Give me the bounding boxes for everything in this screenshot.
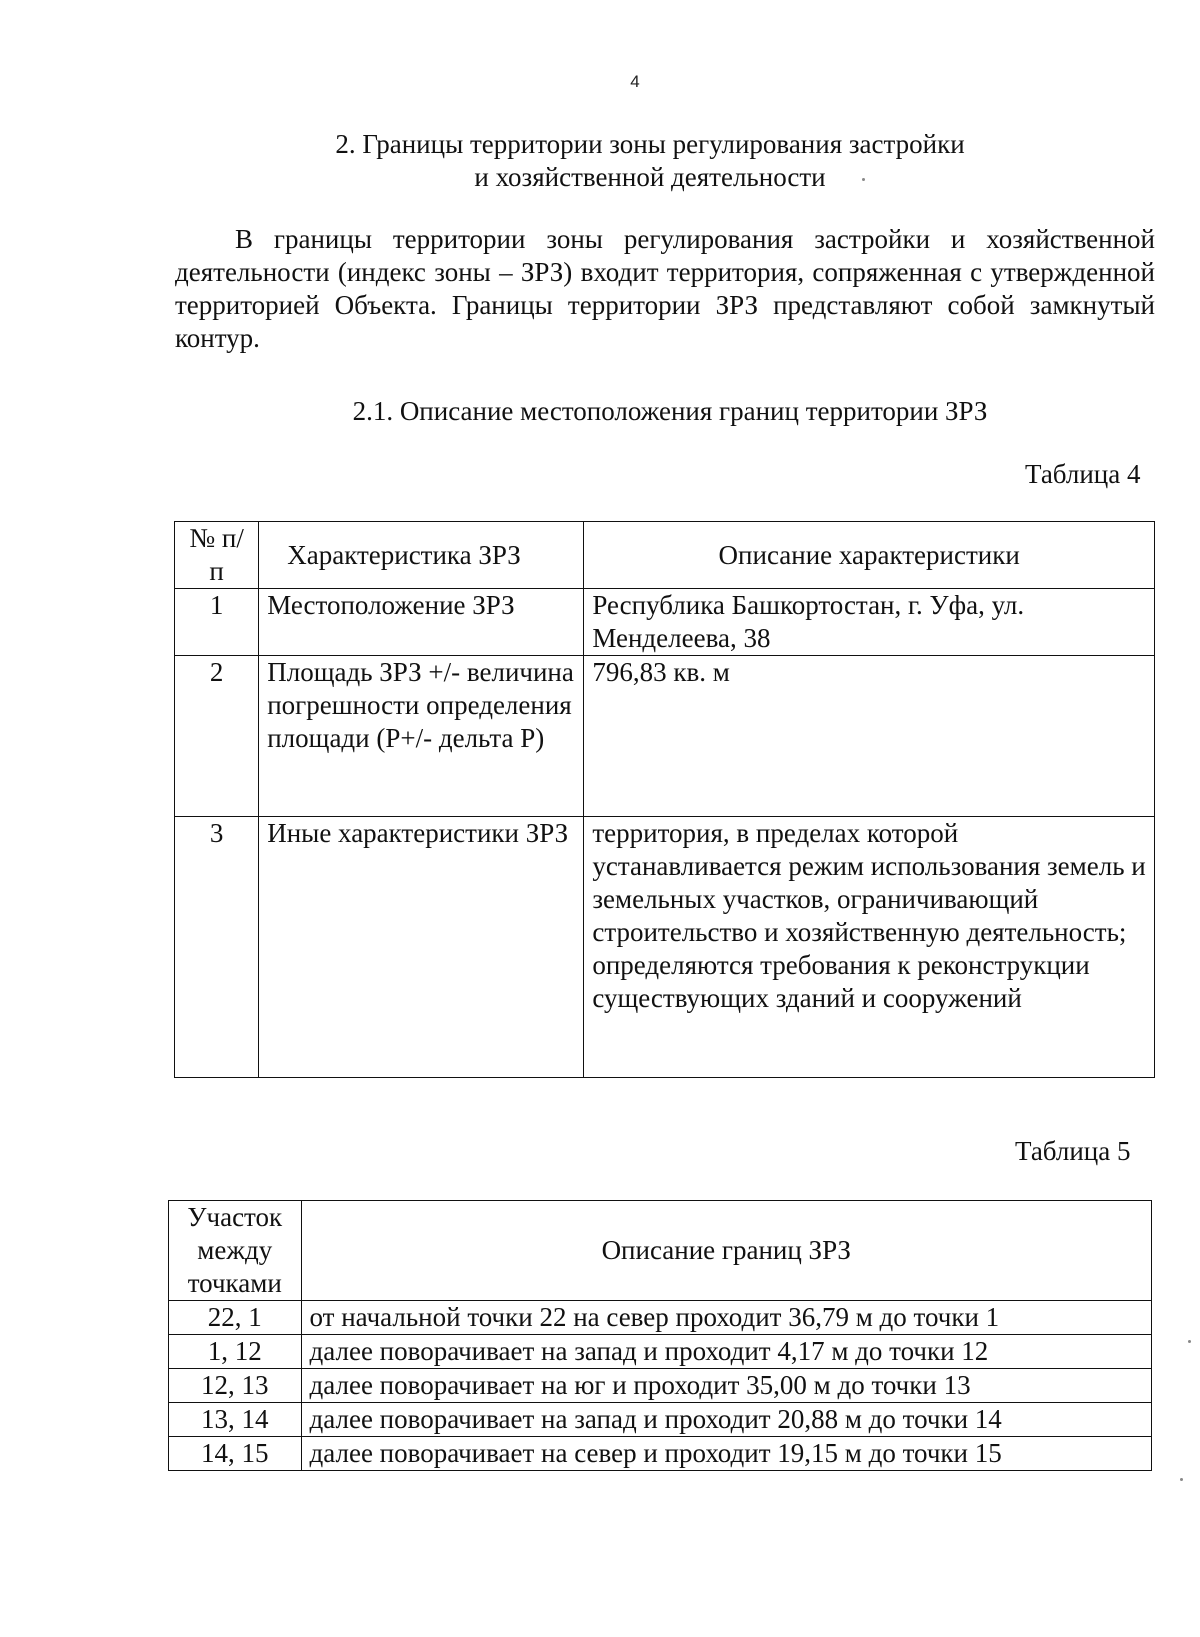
section-heading bbox=[250, 128, 1050, 194]
scan-speck bbox=[1180, 1478, 1183, 1481]
table-row bbox=[169, 1301, 1152, 1335]
boundary-description-cell: от начальной точки 22 на север проходит 36,79 м до точки 1 bbox=[301, 1301, 1151, 1335]
table-row bbox=[175, 817, 1155, 1078]
segment-cell: 13, 14 bbox=[169, 1403, 302, 1437]
table-5 bbox=[168, 1200, 1152, 1471]
row-number-cell: 3 bbox=[175, 817, 259, 1078]
characteristic-cell: Площадь ЗРЗ +/- величина погрешности определения площади (Р+/- дельта Р) bbox=[259, 656, 584, 817]
boundary-description-cell: далее поворачивает на запад и проходит 4,17 м до точки 12 bbox=[301, 1335, 1151, 1369]
boundary-description-cell: далее поворачивает на юг и проходит 35,00 м до точки 13 bbox=[301, 1369, 1151, 1403]
boundary-description-cell: далее поворачивает на север и проходит 19,15 м до точки 15 bbox=[301, 1437, 1151, 1471]
body-paragraph: В границы территории зоны регулирования застройки и хозяйственной деятельности (индекс зоны – ЗРЗ) входит территория, сопряженная с утвержденной территорией Объекта. Границы территории ЗРЗ представляют собой замкнутый контур. bbox=[175, 224, 1155, 353]
section-heading-line-2: и хозяйственной деятельности bbox=[474, 162, 826, 192]
row-number-cell: 2 bbox=[175, 656, 259, 817]
description-cell: 796,83 кв. м bbox=[584, 656, 1155, 817]
table-row bbox=[169, 1403, 1152, 1437]
segment-cell: 12, 13 bbox=[169, 1369, 302, 1403]
table-4-caption: Таблица 4 bbox=[1025, 459, 1141, 489]
header-cell-characteristic: Характеристика ЗРЗ bbox=[259, 522, 584, 589]
table-4 bbox=[174, 521, 1155, 1078]
scan-speck bbox=[1188, 1340, 1191, 1343]
table-header-row bbox=[169, 1201, 1152, 1301]
table-row bbox=[169, 1369, 1152, 1403]
table-header-row bbox=[175, 522, 1155, 589]
table-5-caption: Таблица 5 bbox=[1015, 1136, 1131, 1166]
segment-cell: 1, 12 bbox=[169, 1335, 302, 1369]
page-number: 4 bbox=[630, 72, 640, 91]
table-row bbox=[175, 589, 1155, 656]
row-number-cell: 1 bbox=[175, 589, 259, 656]
section-heading-line-1: 2. Границы территории зоны регулирования застройки bbox=[335, 129, 965, 159]
table-row bbox=[169, 1335, 1152, 1369]
subsection-heading: 2.1. Описание местоположения границ территории ЗРЗ bbox=[352, 396, 988, 426]
description-cell: территория, в пределах которой устанавливается режим использования земель и земельных участков, ограничивающий строительство и хозяйственную деятельность; определяются требования к реконструкции существующих зданий и сооружений bbox=[584, 817, 1155, 1078]
header-cell-boundary-description: Описание границ ЗРЗ bbox=[301, 1201, 1151, 1301]
scan-speck bbox=[862, 178, 865, 181]
table-row bbox=[169, 1437, 1152, 1471]
header-cell-number: № п/п bbox=[175, 522, 259, 589]
characteristic-cell: Местоположение ЗРЗ bbox=[259, 589, 584, 656]
table-row bbox=[175, 656, 1155, 817]
header-cell-description: Описание характеристики bbox=[584, 522, 1155, 589]
segment-cell: 22, 1 bbox=[169, 1301, 302, 1335]
header-cell-segment: Участок между точками bbox=[169, 1201, 302, 1301]
segment-cell: 14, 15 bbox=[169, 1437, 302, 1471]
characteristic-cell: Иные характеристики ЗРЗ bbox=[259, 817, 584, 1078]
description-cell: Республика Башкортостан, г. Уфа, ул. Менделеева, 38 bbox=[584, 589, 1155, 656]
boundary-description-cell: далее поворачивает на запад и проходит 20,88 м до точки 14 bbox=[301, 1403, 1151, 1437]
